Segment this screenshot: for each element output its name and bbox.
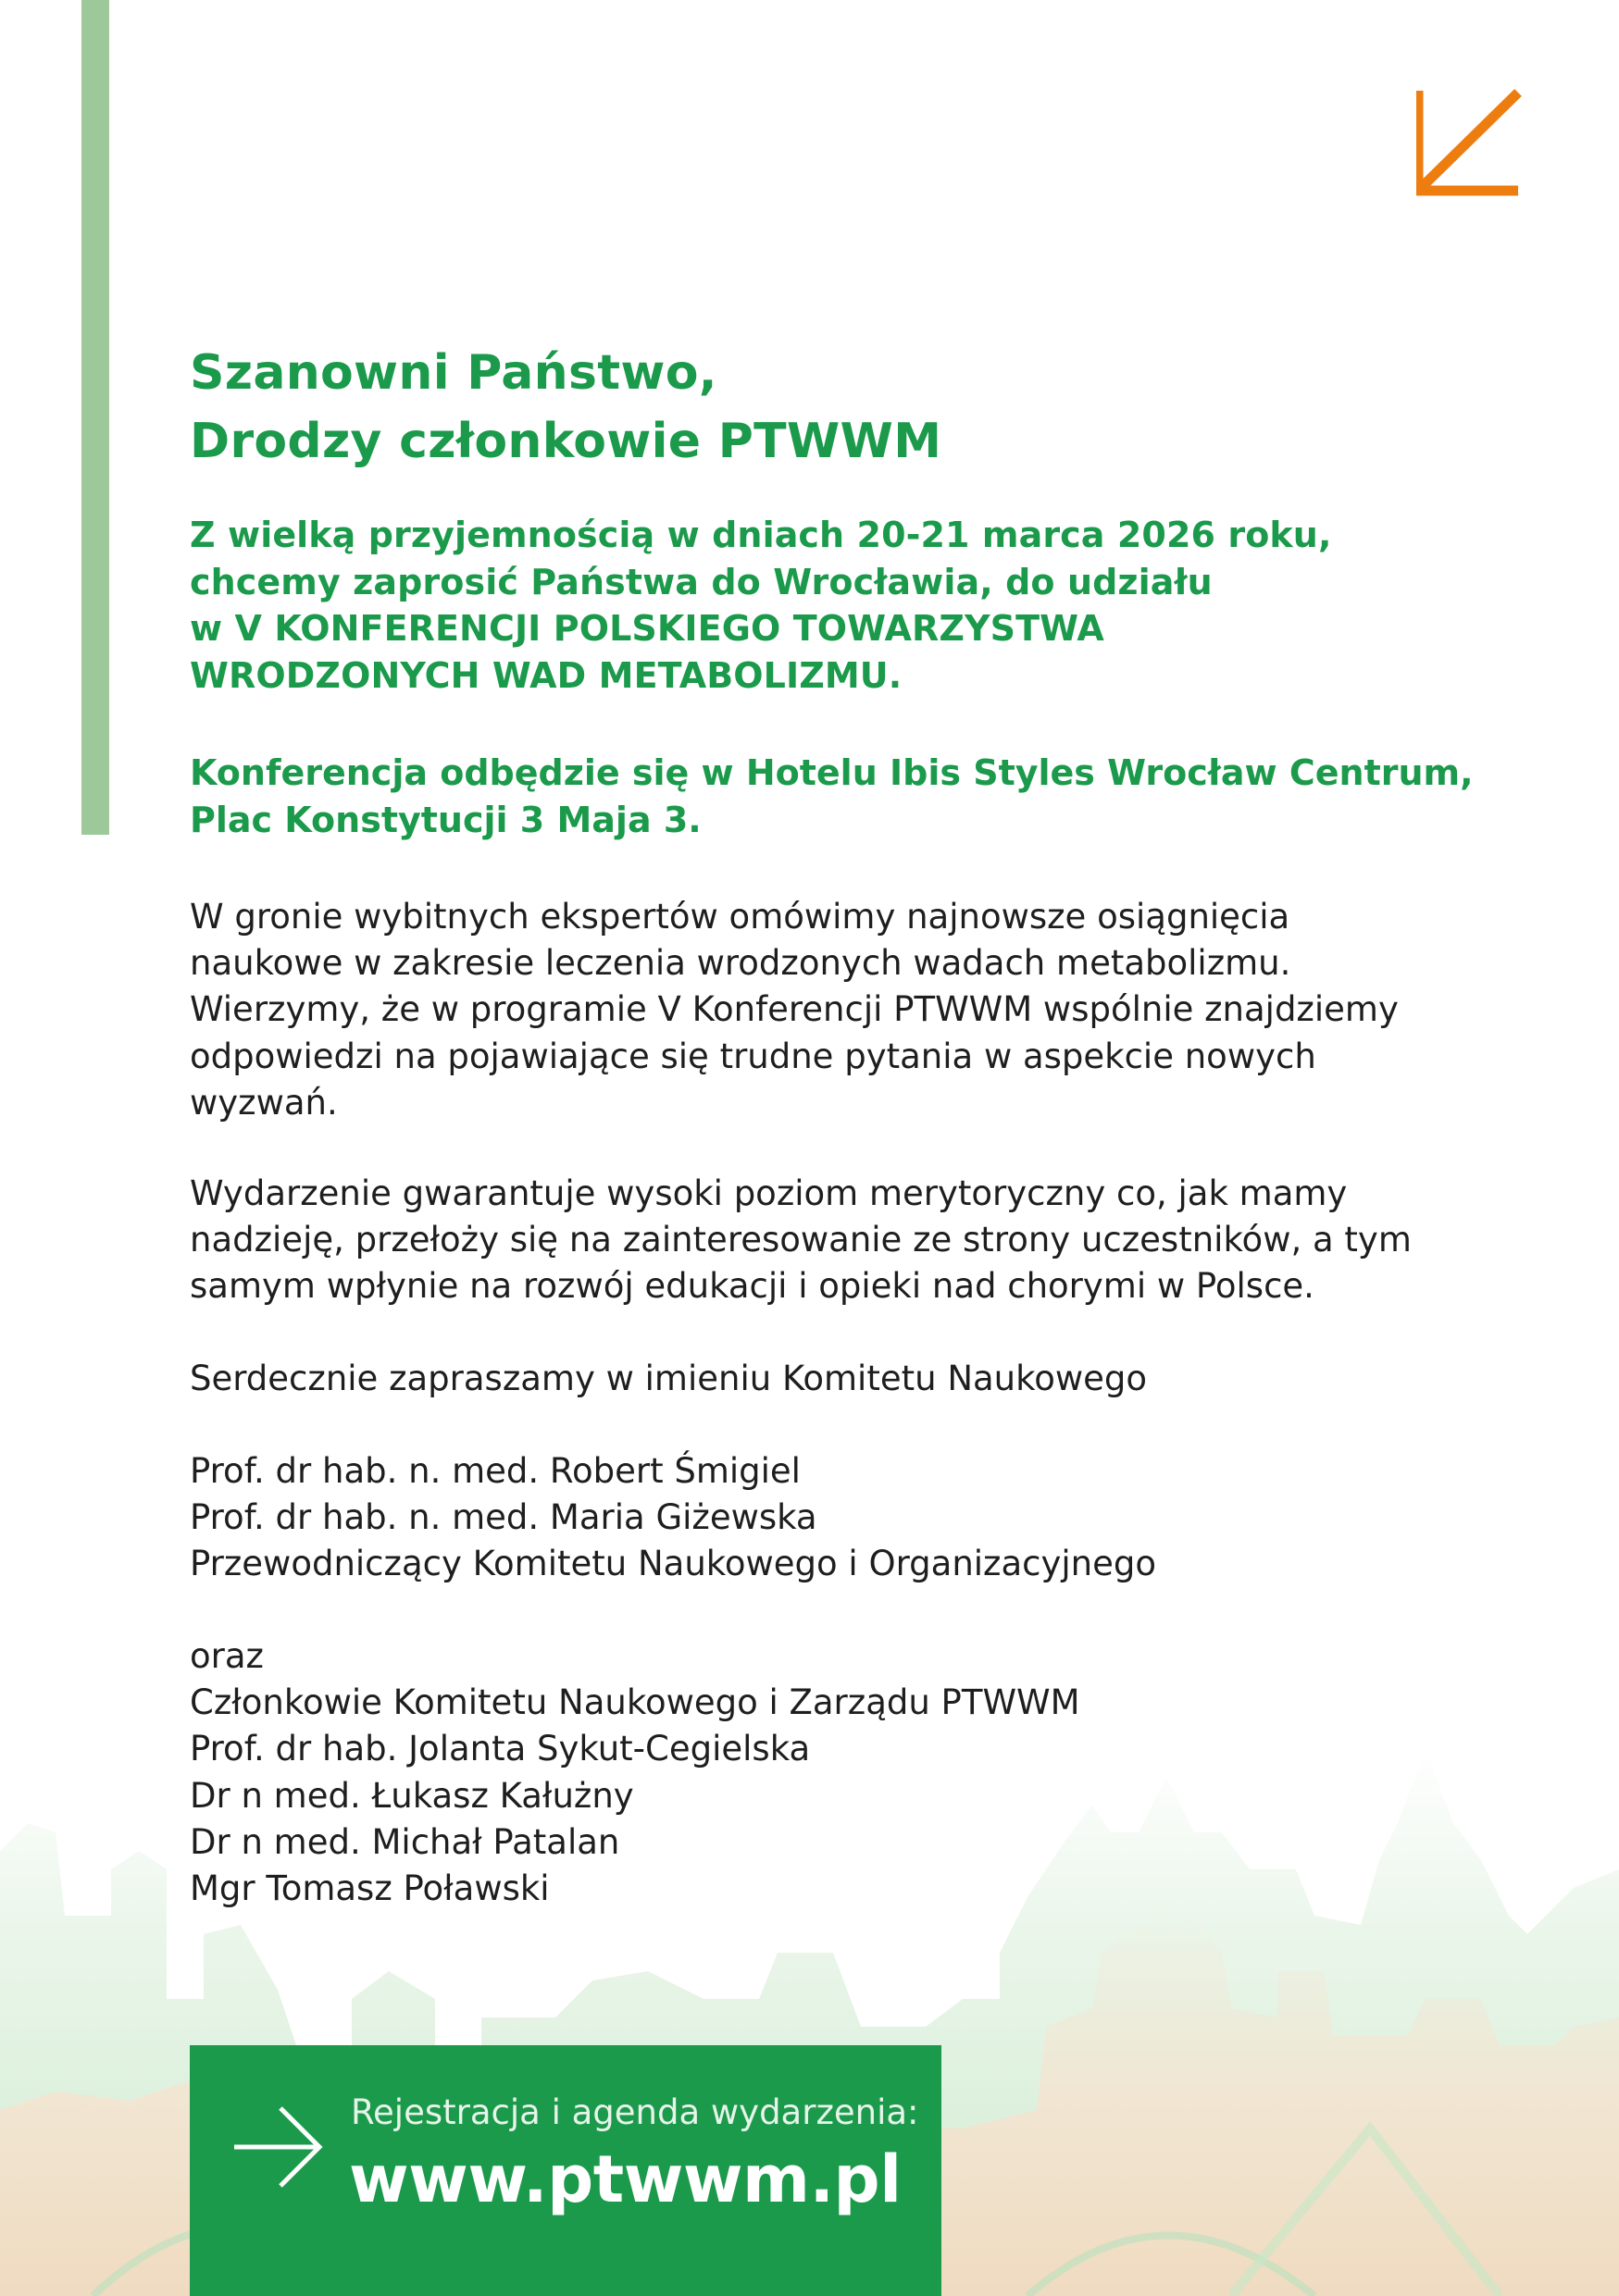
registration-banner[interactable] <box>190 2045 941 2296</box>
greeting-line: Szanowni Państwo, <box>190 345 717 401</box>
closing-text: Serdecznie zapraszamy w imieniu Komitetu Naukowego <box>190 1359 1148 1398</box>
greeting-heading <box>190 339 941 476</box>
member-line: Członkowie Komitetu Naukowego i Zarządu PTWWM <box>190 1682 1080 1723</box>
member-line: Dr n med. Michał Patalan <box>190 1821 620 1862</box>
member-line: Dr n med. Łukasz Kałużny <box>190 1775 634 1816</box>
chair-line: Przewodniczący Komitetu Naukowego i Organizacyjnego <box>190 1544 1157 1584</box>
member-line: Prof. dr hab. Jolanta Sykut-Cegielska <box>190 1729 811 1769</box>
venue-line: Konferencja odbędzie się w Hotelu Ibis Styles Wrocław Centrum, <box>190 752 1474 793</box>
committee-chairs <box>190 1448 1156 1588</box>
paragraph-line: samym wpłynie na rozwój edukacji i opieki nad chorymi w Polsce. <box>190 1266 1314 1307</box>
paragraph-line: wyzwań. <box>190 1082 338 1123</box>
paragraph-line: Wierzymy, że w programie V Konferencji PTWWM wspólnie znajdziemy <box>190 989 1399 1030</box>
invitation-intro <box>190 512 1331 699</box>
intro-line: WRODZONYCH WAD METABOLIZMU. <box>190 654 903 696</box>
intro-line: chcemy zaprosić Państwa do Wrocławia, do udziału <box>190 561 1213 602</box>
arrow-down-left-icon <box>1416 89 1531 204</box>
decorative-side-bar <box>81 0 109 835</box>
greeting-line: Drodzy członkowie PTWWM <box>190 414 942 469</box>
chair-line: Prof. dr hab. n. med. Maria Giżewska <box>190 1497 817 1538</box>
venue-line: Plac Konstytucji 3 Maja 3. <box>190 800 702 840</box>
paragraph-line: W gronie wybitnych ekspertów omówimy najnowsze osiągnięcia <box>190 897 1290 937</box>
website-link[interactable]: www.ptwwm.pl <box>349 2141 902 2217</box>
paragraph-line: naukowe w zakresie leczenia wrodzonych wadach metabolizmu. <box>190 943 1291 984</box>
arrow-right-icon <box>230 2099 327 2195</box>
registration-label: Rejestracja i agenda wydarzenia: <box>351 2092 919 2132</box>
paragraph-line: odpowiedzi na pojawiające się trudne pytania w aspekcie nowych <box>190 1036 1316 1076</box>
paragraph-event <box>190 1171 1412 1310</box>
intro-line: Z wielką przyjemnością w dniach 20-21 marca 2026 roku, <box>190 515 1332 555</box>
member-line: Mgr Tomasz Poławski <box>190 1868 550 1909</box>
paragraph-experts <box>190 894 1399 1126</box>
member-line: oraz <box>190 1636 264 1676</box>
paragraph-line: nadzieję, przełoży się na zainteresowanie ze strony uczestników, a tym <box>190 1220 1412 1260</box>
committee-members <box>190 1633 1080 1912</box>
intro-line: w V KONFERENCJI POLSKIEGO TOWARZYSTWA <box>190 608 1104 649</box>
chair-line: Prof. dr hab. n. med. Robert Śmigiel <box>190 1451 801 1491</box>
paragraph-line: Wydarzenie gwarantuje wysoki poziom merytoryczny co, jak mamy <box>190 1173 1348 1213</box>
closing-line <box>190 1356 1147 1402</box>
venue-info <box>190 750 1474 844</box>
